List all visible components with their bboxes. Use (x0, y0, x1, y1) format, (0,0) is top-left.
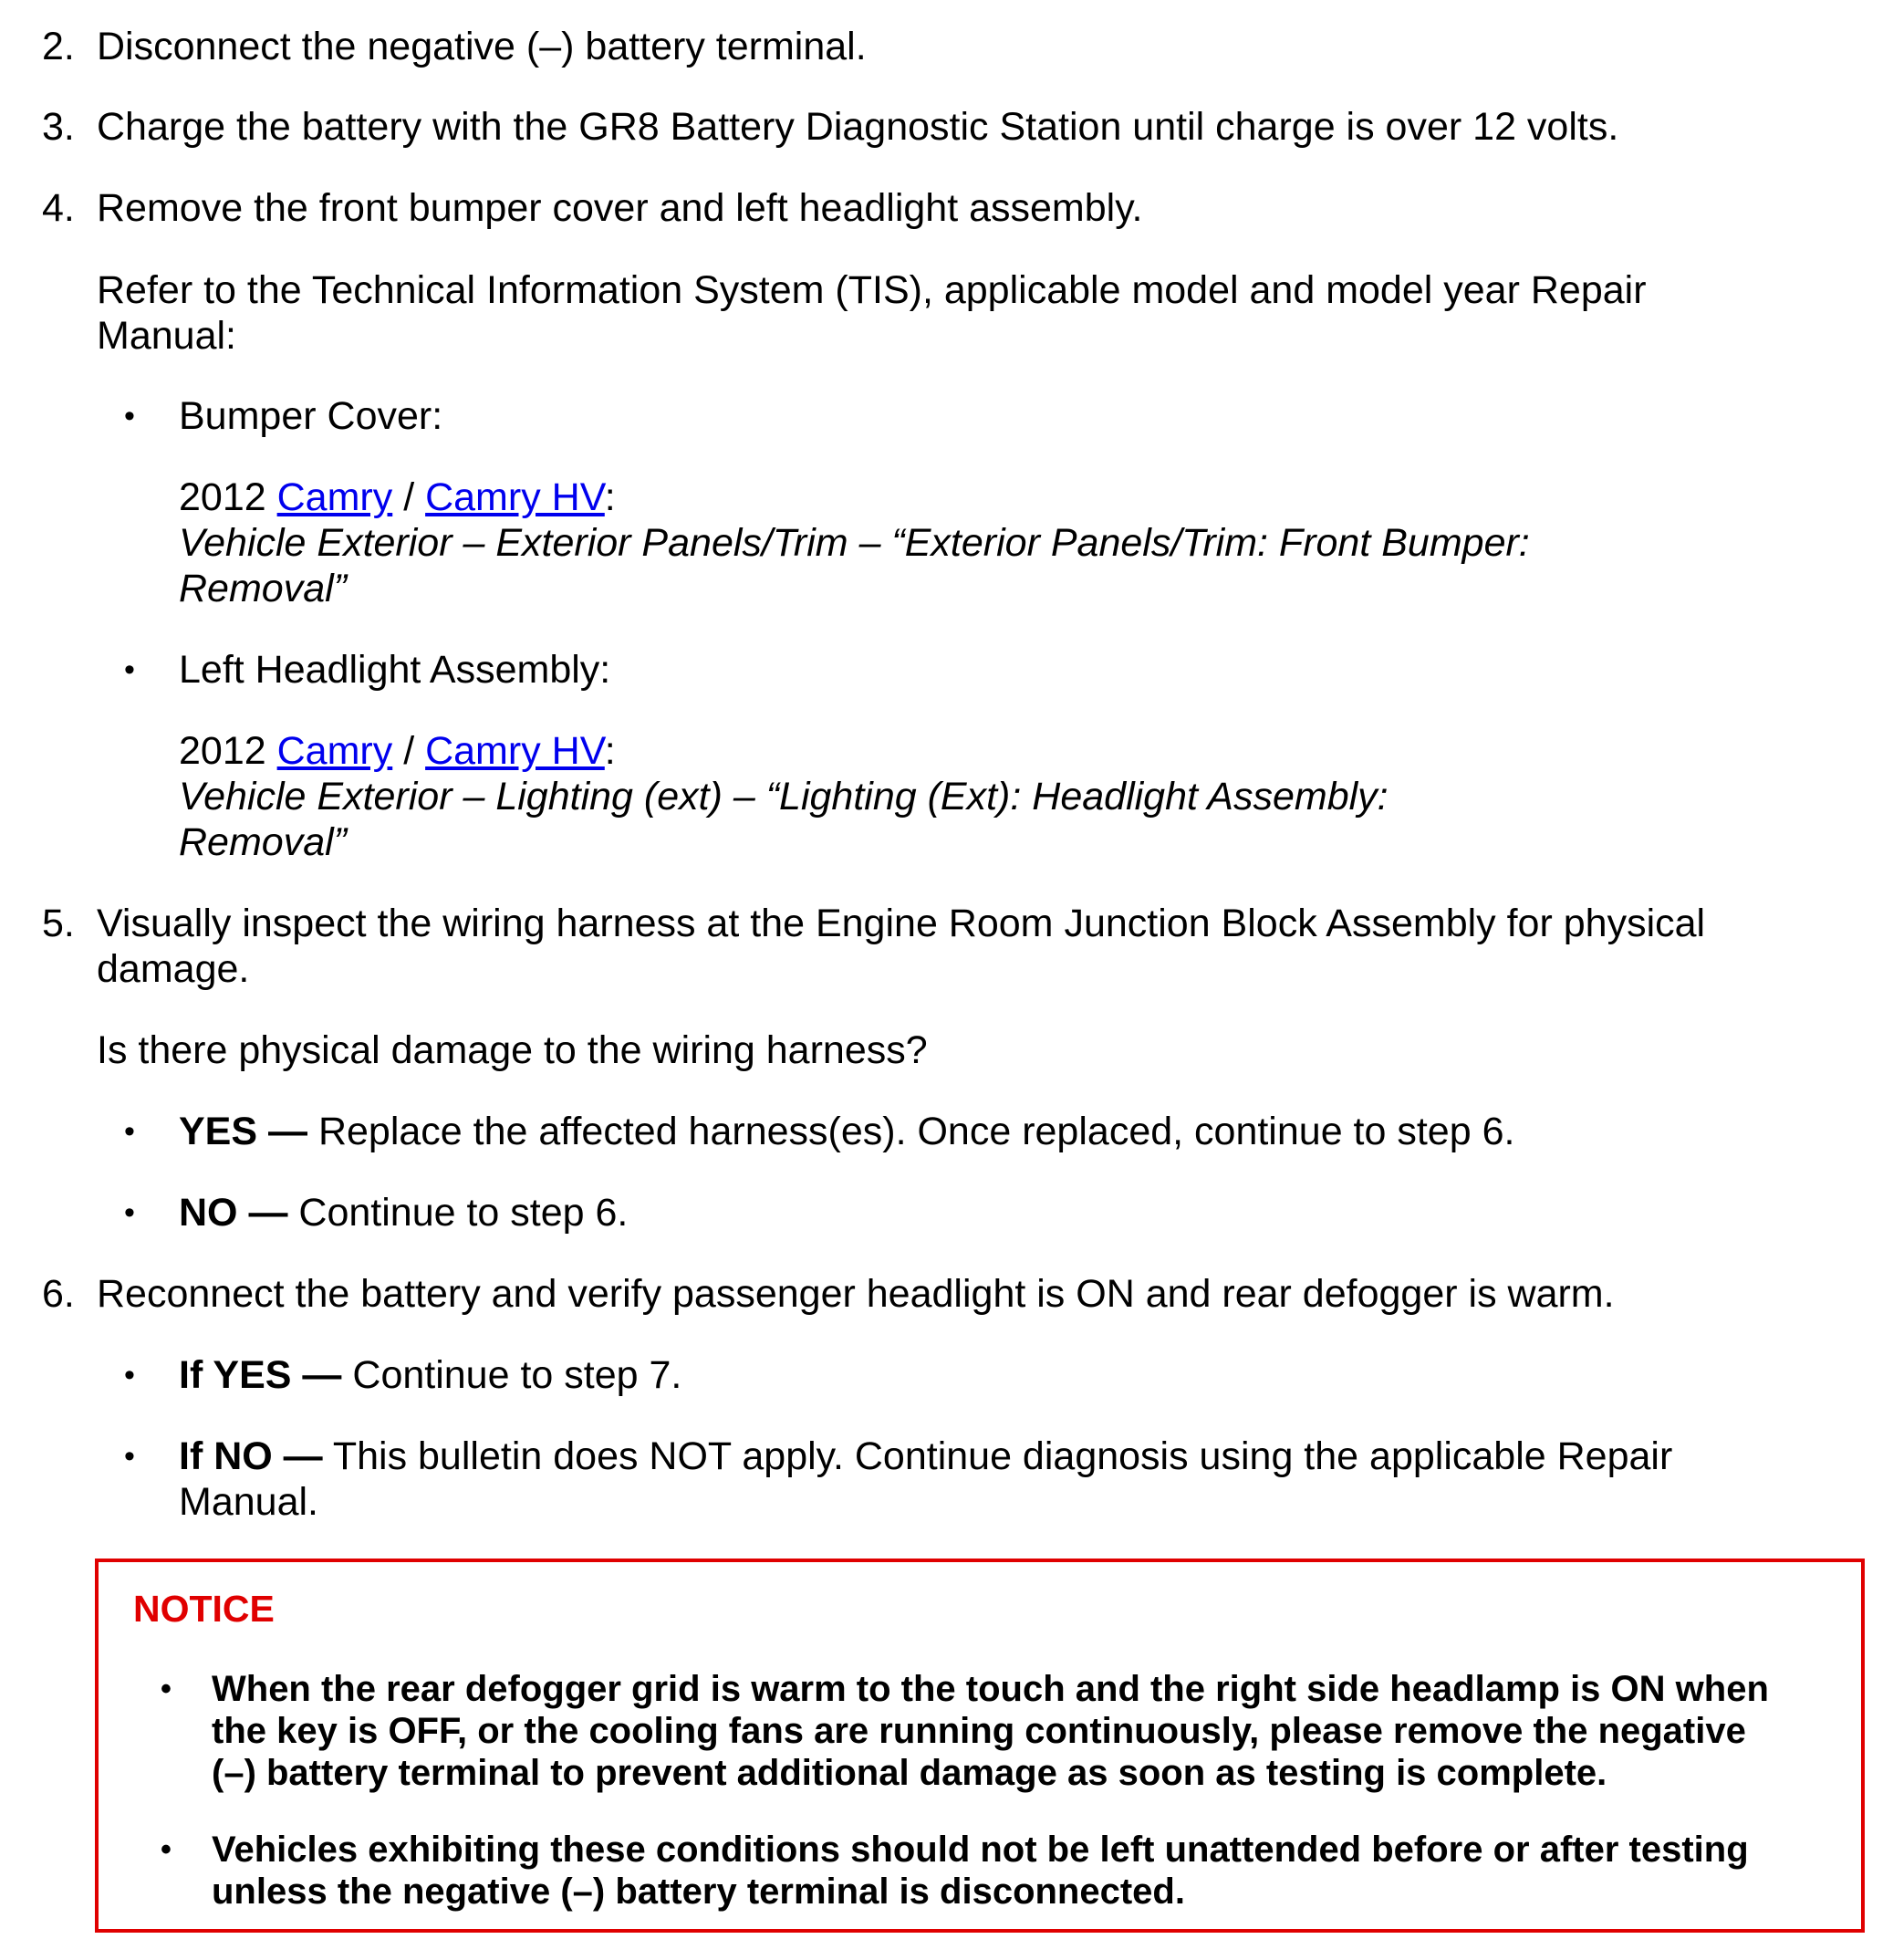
answer-text: Manual. (179, 1480, 318, 1524)
step-number: 3. (42, 105, 75, 149)
step-text: Remove the front bumper cover and left headlight assembly. (97, 186, 1143, 230)
notice-title: NOTICE (133, 1588, 275, 1630)
separator: / (403, 475, 415, 519)
repair-path: Vehicle Exterior – Exterior Panels/Trim – “Exterior Panels/Trim: Front Bumper: (179, 521, 1530, 565)
step-text: Reconnect the battery and verify passenger headlight is ON and rear defogger is warm. (97, 1272, 1615, 1316)
answer-label: YES — (179, 1110, 307, 1153)
step-number: 2. (42, 25, 75, 68)
refer-line: Manual: (97, 314, 236, 358)
answer-label: NO — (179, 1191, 288, 1235)
camry-link[interactable]: Camry (276, 729, 393, 773)
step-text: Charge the battery with the GR8 Battery Diagnostic Station until charge is over 12 volts. (97, 105, 1619, 149)
camry-link[interactable]: Camry (276, 475, 393, 519)
damage-question: Is there physical damage to the wiring harness? (97, 1028, 928, 1072)
bullet-label: Left Headlight Assembly: (179, 648, 611, 692)
refer-line: Refer to the Technical Information System (TIS), applicable model and model year Repair (97, 268, 1647, 312)
answer-label: If YES — (179, 1353, 342, 1397)
step-text (97, 901, 1830, 992)
model-line (179, 728, 1812, 774)
step-text: Disconnect the negative (–) battery terminal. (97, 25, 867, 68)
step-number: 5. (42, 902, 75, 945)
bullet-icon: • (161, 1672, 172, 1706)
bullet-icon: • (124, 1358, 135, 1392)
bullet-icon: • (161, 1832, 172, 1867)
notice-line: Vehicles exhibiting these conditions should not be left unattended before or after testing (212, 1830, 1749, 1870)
notice-line: When the rear defogger grid is warm to the touch and the right side headlamp is ON when (212, 1669, 1769, 1709)
bullet-icon: • (124, 1439, 135, 1474)
step-number: 4. (42, 186, 75, 230)
notice-box (95, 1559, 1865, 1933)
colon: : (604, 475, 616, 519)
answer-text: This bulletin does NOT apply. Continue diagnosis using the applicable Repair (322, 1434, 1673, 1478)
separator: / (403, 729, 415, 773)
model-year: 2012 (179, 475, 266, 519)
notice-line: unless the negative (–) battery terminal is disconnected. (212, 1871, 1185, 1912)
camry-hv-link[interactable]: Camry HV (425, 729, 605, 773)
answer-text: Continue to step 7. (341, 1353, 682, 1397)
step-text-line: damage. (97, 947, 250, 991)
notice-line: (–) battery terminal to prevent additional damage as soon as testing is complete. (212, 1753, 1607, 1793)
answer-label: If NO — (179, 1434, 323, 1478)
bullet-icon: • (124, 1114, 135, 1149)
repair-path: Removal” (179, 567, 347, 610)
answer-text: Continue to step 6. (287, 1191, 629, 1235)
bullet-label: Bumper Cover: (179, 394, 443, 438)
step-number: 6. (42, 1272, 75, 1316)
repair-path: Vehicle Exterior – Lighting (ext) – “Lighting (Ext): Headlight Assembly: (179, 775, 1389, 818)
step-text-line: Visually inspect the wiring harness at the Engine Room Junction Block Assembly for physical (97, 902, 1706, 945)
bullet-icon: • (124, 1195, 135, 1230)
answer-text: Replace the affected harness(es). Once replaced, continue to step 6. (307, 1110, 1515, 1153)
colon: : (604, 729, 616, 773)
camry-hv-link[interactable]: Camry HV (425, 475, 605, 519)
model-year: 2012 (179, 729, 266, 773)
bullet-icon: • (124, 652, 135, 687)
model-line (179, 474, 1812, 520)
bumper-cover-reference (179, 474, 1812, 611)
repair-path: Removal” (179, 820, 347, 864)
notice-line: the key is OFF, or the cooling fans are running continuously, please remove the negative (212, 1711, 1746, 1751)
left-headlight-reference (179, 728, 1812, 865)
bullet-icon: • (124, 399, 135, 433)
refer-paragraph (97, 267, 1812, 359)
